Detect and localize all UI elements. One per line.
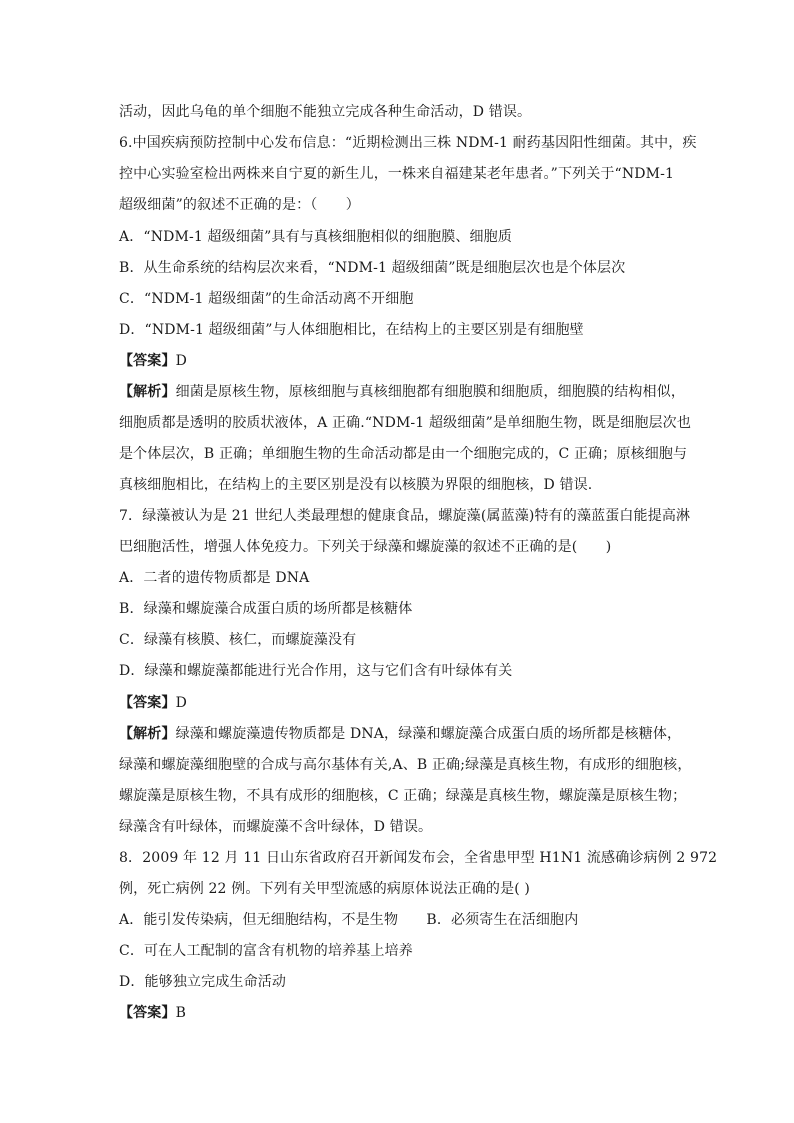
answer-line [119, 694, 187, 712]
answer-tag: 【答案】 [119, 353, 176, 369]
question-7-stem: 7．绿藻被认为是 21 世纪人类最理想的健康食品，螺旋藻(属蓝藻)特有的藻蓝蛋白能提高淋 [119, 508, 691, 524]
analysis-text: 是个体层次，B 正确；单细胞生物的生命活动都是由一个细胞完成的，C 正确；原核细胞与 [119, 446, 688, 462]
question-7-option-b: B．绿藻和螺旋藻合成蛋白质的场所都是核糖体 [119, 601, 413, 617]
question-8-stem: 例，死亡病例 22 例。下列有关甲型流感的病原体说法正确的是( ) [119, 881, 531, 897]
answer-tag: 【答案】 [119, 1005, 176, 1021]
question-6-stem: 控中心实验室检出两株来自宁夏的新生儿，一株来自福建某老年患者。”下列关于“NDM-1 [119, 166, 675, 182]
question-8-option-d: D．能够独立完成生命活动 [119, 974, 287, 990]
question-7-stem: 巴细胞活性，增强人体免疫力。下列关于绿藻和螺旋藻的叙述不正确的是( ) [119, 539, 612, 555]
question-6-stem: 超级细菌”的叙述不正确的是：（ ） [119, 197, 360, 213]
analysis-line [119, 725, 681, 743]
answer-tag: 【答案】 [119, 695, 176, 711]
question-8-stem: 8．2009 年 12 月 11 日山东省政府召开新闻发布会，全省患甲型 H1N1 流感确诊病例 2 972 [119, 850, 718, 866]
analysis-text: 绿藻和螺旋藻遗传物质都是 DNA，绿藻和螺旋藻合成蛋白质的场所都是核糖体， [175, 726, 682, 742]
answer-value: D [175, 695, 187, 711]
question-6-option-a: A．“NDM-1 超级细菌”具有与真核细胞相似的细胞膜、细胞质 [119, 229, 512, 245]
question-8-option-c: C．可在人工配制的富含有机物的培养基上培养 [119, 943, 413, 959]
analysis-text: 绿藻含有叶绿体，而螺旋藻不含叶绿体，D 错误。 [119, 819, 433, 835]
answer-value: D [175, 353, 187, 369]
analysis-tag: 【解析】 [119, 726, 176, 742]
analysis-text: 真核细胞相比，在结构上的主要区别是没有以核膜为界限的细胞核，D 错误. [119, 477, 593, 493]
question-6-option-d: D．“NDM-1 超级细菌”与人体细胞相比，在结构上的主要区别是有细胞壁 [119, 322, 584, 338]
text-line: 活动，因此乌龟的单个细胞不能独立完成各种生命活动，D 错误。 [119, 104, 532, 120]
answer-line [119, 352, 187, 370]
question-6-option-c: C．“NDM-1 超级细菌”的生命活动离不开细胞 [119, 291, 414, 307]
analysis-text: 细菌是原核生物，原核细胞与真核细胞都有细胞膜和细胞质，细胞膜的结构相似， [175, 384, 686, 400]
analysis-tag: 【解析】 [119, 384, 176, 400]
question-8-options-ab: A．能引发传染病，但无细胞结构，不是生物 B．必须寄生在活细胞内 [119, 912, 579, 928]
analysis-text: 绿藻和螺旋藻细胞壁的合成与高尔基体有关,A、B 正确;绿藻是真核生物，有成形的细胞核， [119, 757, 692, 773]
question-7-option-a: A．二者的遗传物质都是 DNA [119, 570, 310, 586]
answer-line [119, 1004, 186, 1022]
analysis-line [119, 383, 685, 401]
question-7-option-d: D．绿藻和螺旋藻都能进行光合作用，这与它们含有叶绿体有关 [119, 663, 513, 679]
answer-value: B [175, 1005, 187, 1021]
question-6-stem: 6.中国疾病预防控制中心发布信息：“近期检测出三株 NDM-1 耐药基因阳性细菌。其中，疾 [119, 135, 697, 151]
question-6-option-b: B．从生命系统的结构层次来看，“NDM-1 超级细菌”既是细胞层次也是个体层次 [119, 260, 626, 276]
analysis-text: 细胞质都是透明的胶质状液体，A 正确.“NDM-1 超级细菌”是单细胞生物，既是细胞层次也 [119, 415, 691, 431]
question-7-option-c: C．绿藻有核膜、核仁，而螺旋藻没有 [119, 632, 357, 648]
analysis-text: 螺旋藻是原核生物，不具有成形的细胞核，C 正确；绿藻是真核生物，螺旋藻是原核生物； [119, 788, 687, 804]
